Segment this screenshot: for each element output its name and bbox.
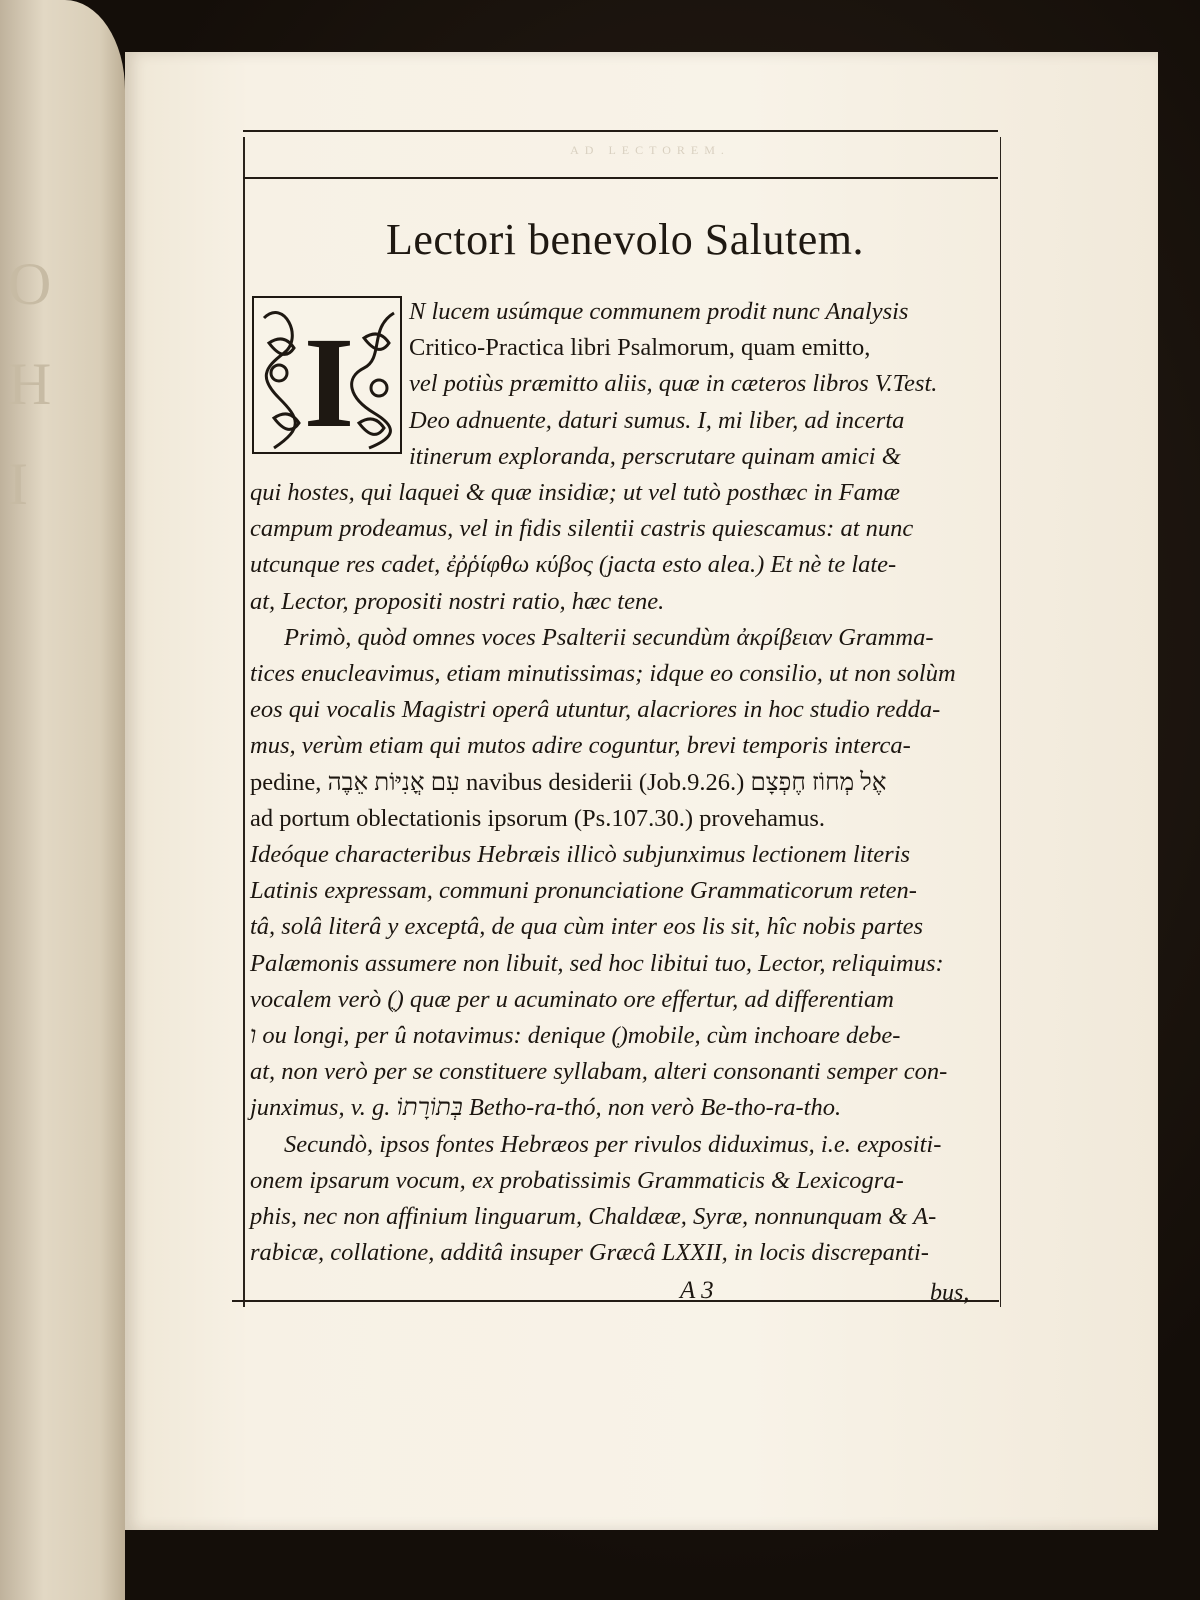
text-line: Primò, quòd omnes voces Psalterii secundùm ἀκρίβειαν Gramma- [284,623,934,651]
text-line: ו ou longi, per û notavimus: denique (ְ)mobile, cùm inchoare debe- [250,1022,901,1049]
text-line: Ideóque characteribus Hebræis illicò subjunximus lectionem literis [250,841,911,868]
text-line: pedine, עִם אֳנִיּוֹת אֵבֶה navibus desiderii (Job.9.26.) אֶל מְחוֹז חֶפְצָם [250,768,887,796]
text-line: mus, verùm etiam qui mutos adire coguntur, brevi temporis interca- [250,732,911,760]
ghost-letter: H [8,351,52,417]
ghost-letter: O [8,251,52,317]
head-rule [243,177,998,179]
initial-letter: I [303,311,355,454]
text-line: tâ, solâ literâ y exceptâ, de qua cùm inter eos lis sit, hîc nobis partes [250,913,923,941]
text-line: vel potiùs præmitto aliis, quæ in cæteros libros V.Test. [409,370,938,398]
text-line: Latinis expressam, communi pronunciatione Grammaticorum reten- [250,877,917,905]
catchword: bus, [930,1280,970,1306]
text-line: itinerum exploranda, perscrutare quinam amici & [409,442,901,470]
left-page-edge [0,0,125,1600]
running-head: AD LECTOREM. [570,143,730,157]
text-line: Secundò, ipsos fontes Hebræos per rivulos diduximus, i.e. expositi- [284,1130,942,1158]
text-line: at, Lector, propositi nostri ratio, hæc tene. [250,587,665,615]
page-title: Lectori benevolo Salutem. [385,215,865,264]
text-line: utcunque res cadet, ἐῤῥίφθω κύβος (jacta esto alea.) Et nè te late- [250,551,897,579]
text-line: at, non verò per se constituere syllabam, alteri consonanti semper con- [250,1058,948,1086]
text-line: phis, nec non affinium linguarum, Chaldææ, Syræ, nonnunquam & A- [250,1203,937,1230]
floral-ornament-icon [254,298,402,454]
text-line: onem ipsarum vocum, ex probatissimis Grammaticis & Lexicogra- [250,1166,904,1194]
text-line: qui hostes, qui laquei & quæ insidiæ; ut vel tutò posthæc in Famæ [250,479,900,506]
text-line: ad portum oblectationis ipsorum (Ps.107.30.) provehamus. [250,804,825,832]
text-line: N lucem usúmque communem prodit nunc Analysis [409,298,909,325]
text-line: Palæmonis assumere non libuit, sed hoc libitui tuo, Lector, reliquimus: [250,949,944,977]
ghost-letter: I [8,451,28,517]
text-line: vocalem verò (ֻ) quæ per u acuminato ore effertur, ad differentiam [250,985,894,1013]
text-line: tices enucleavimus, etiam minutissimas; idque eo consilio, ut non solùm [250,660,956,687]
text-line: eos qui vocalis Magistri operâ utuntur, alacriores in hoc studio redda- [250,696,941,724]
text-line: Critico-Practica libri Psalmorum, quam emitto, [409,334,871,362]
text-line: junximus, v. g. בְּתוֹרָתוֹ Betho-ra-thó, non verò Be-tho-ra-tho. [250,1094,842,1122]
text-line: Deo adnuente, daturi sumus. I, mi liber, ad incerta [409,406,905,434]
bottom-rule [232,1300,999,1302]
top-rule [243,130,998,132]
signature-mark: A 3 [680,1277,714,1304]
text-line: campum prodeamus, vel in fidis silentii castris quiescamus: at nunc [250,515,914,543]
decorated-initial [252,296,402,454]
text-line: rabicæ, collatione, additâ insuper Græcâ LXXII, in locis discrepanti- [250,1239,929,1267]
